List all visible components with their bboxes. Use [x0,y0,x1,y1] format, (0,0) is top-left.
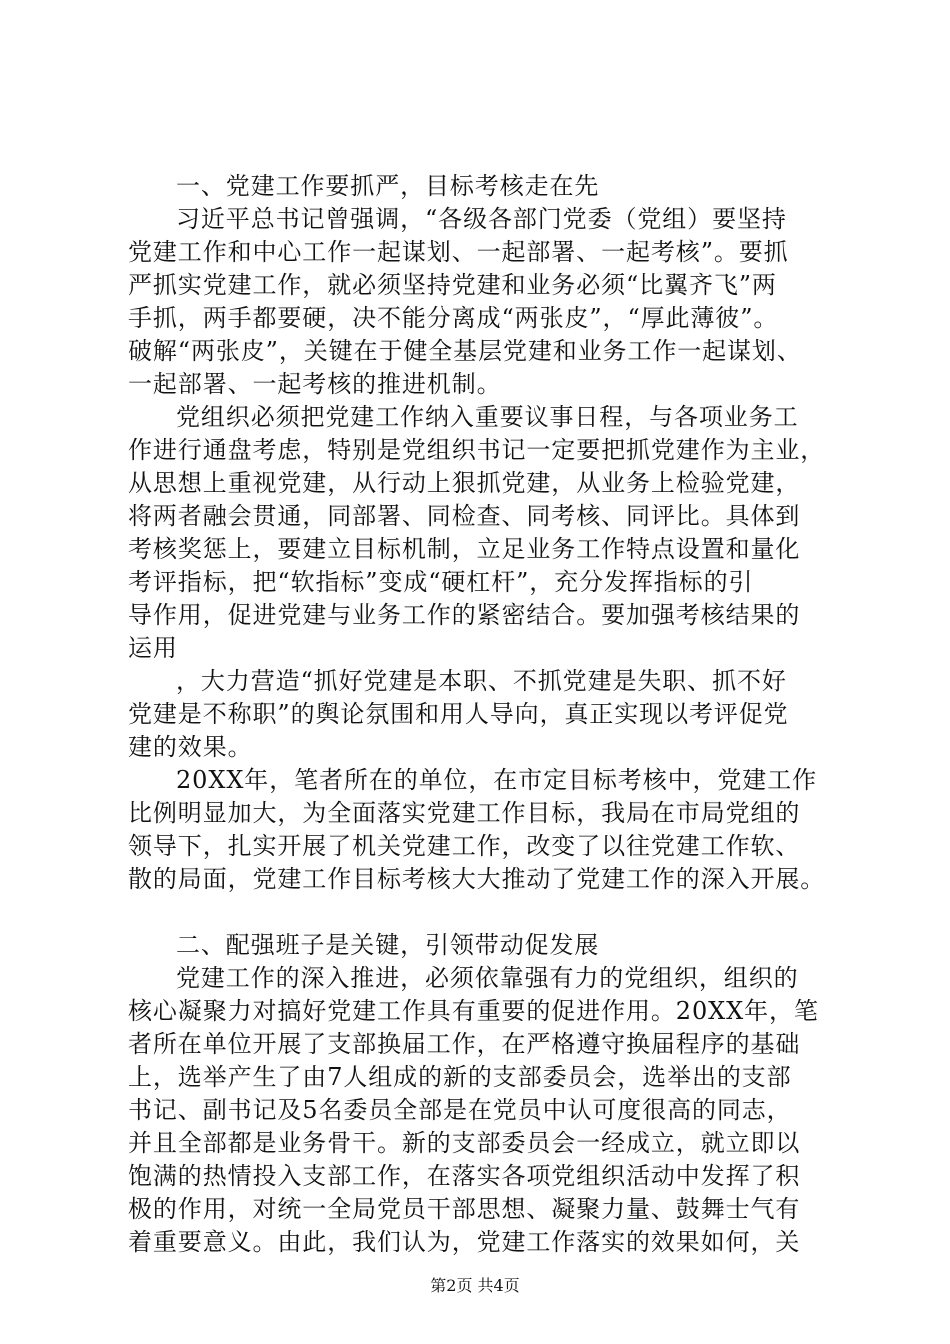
section-heading: 一、党建工作要抓严，目标考核走在先 [176,172,600,200]
paragraph-line: 饱满的热情投入支部工作，在落实各项党组织活动中发挥了积 [128,1162,801,1190]
paragraph-line: 习近平总书记曾强调，“各级各部门党委（党组）要坚持 [176,205,787,233]
paragraph-line: ，大力营造“抓好党建是本职、不抓党建是失职、抓不好 [176,667,787,695]
paragraph-line: 者所在单位开展了支部换届工作，在严格遵守换届程序的基础 [128,1030,801,1058]
paragraph-line: 运用 [128,634,178,662]
paragraph-line: 导作用，促进党建与业务工作的紧密结合。要加强考核结果的 [128,601,801,629]
section-heading: 二、配强班子是关键，引领带动促发展 [176,931,600,959]
paragraph-line: 从思想上重视党建，从行动上狠抓党建，从业务上检验党建， [128,469,801,497]
paragraph-line: 20XX年，笔者所在的单位，在市定目标考核中，党建工作 [176,766,818,794]
paragraph-line: 严抓实党建工作，就必须坚持党建和业务必须“比翼齐飞”两 [128,271,777,299]
paragraph-line: 建的效果。 [128,733,253,761]
paragraph-line: 书记、副书记及5名委员全部是在党员中认可度很高的同志， [128,1096,792,1124]
paragraph-line: 考核奖惩上，要建立目标机制，立足业务工作特点设置和量化 [128,535,801,563]
paragraph-line: 手抓，两手都要硬，决不能分离成“两张皮”，“厚此薄彼”。 [128,304,779,332]
paragraph-line: 上，选举产生了由7人组成的新的支部委员会，选举出的支部 [128,1063,792,1091]
paragraph-line: 核心凝聚力对搞好党建工作具有重要的促进作用。20XX年，笔 [128,997,819,1025]
paragraph-line: 党建工作的深入推进，必须依靠强有力的党组织，组织的 [176,964,799,992]
paragraph-line: 破解“两张皮”，关键在于健全基层党建和业务工作一起谋划、 [128,337,802,365]
paragraph-line: 将两者融会贯通，同部署、同检查、同考核、同评比。具体到 [128,502,801,530]
paragraph-line: 党建工作和中心工作一起谋划、一起部署、一起考核”。要抓 [128,238,789,266]
paragraph-line: 作进行通盘考虑，特别是党组织书记一定要把抓党建作为主业， [128,436,826,464]
paragraph-line: 领导下，扎实开展了机关党建工作，改变了以往党建工作软、 [128,832,801,860]
paragraph-line: 着重要意义。由此，我们认为，党建工作落实的效果如何，关 [128,1228,801,1256]
paragraph-line: 极的作用，对统一全局党员干部思想、凝聚力量、鼓舞士气有 [128,1195,801,1223]
paragraph-line: 并且全部都是业务骨干。新的支部委员会一经成立，就立即以 [128,1129,801,1157]
paragraph-line: 比例明显加大，为全面落实党建工作目标，我局在市局党组的 [128,799,801,827]
paragraph-line: 一起部署、一起考核的推进机制。 [128,370,502,398]
paragraph-line: 考评指标，把“软指标”变成“硬杠杆”，充分发挥指标的引 [128,568,754,596]
page-footer: 第2页 共4页 [430,1276,520,1295]
paragraph-line: 党建是不称职”的舆论氛围和用人导向，真正实现以考评促党 [128,700,789,728]
paragraph-line: 散的局面，党建工作目标考核大大推动了党建工作的深入开展。 [128,865,826,893]
paragraph-line: 党组织必须把党建工作纳入重要议事日程，与各项业务工 [176,403,799,431]
